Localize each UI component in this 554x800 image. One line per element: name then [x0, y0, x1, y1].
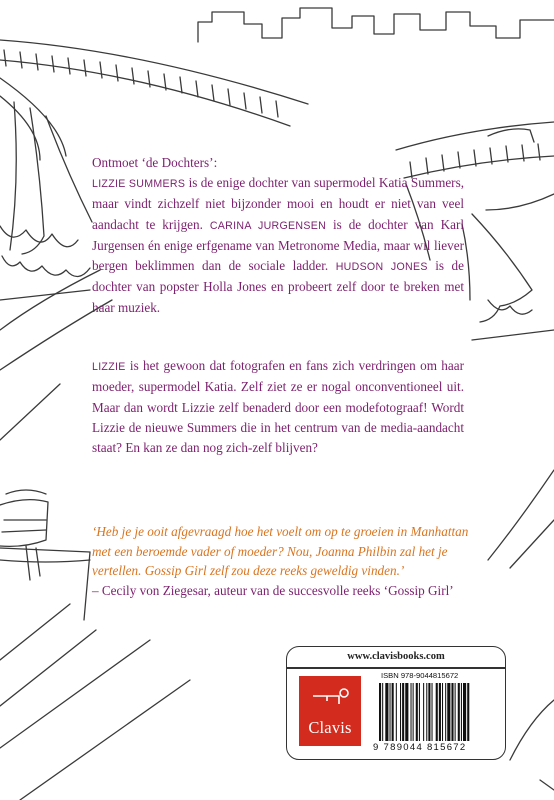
key-icon: [299, 676, 361, 716]
review-attribution: – Cecily von Ziegesar, auteur van de succesvolle reeks ‘Gossip Girl’: [92, 583, 454, 598]
publisher-box: [286, 646, 506, 760]
divider: [287, 667, 505, 669]
barcode: [377, 683, 497, 741]
daughter-text: is de dochter van Karl Jurgensen én enige erfgename van Metronome Media, maar wil liever bergen beklimmen dan de sociale ladder.: [92, 216, 464, 274]
intro-heading: Ontmoet ‘de Dochters’:: [92, 155, 218, 170]
daughters-paragraph: [92, 173, 464, 318]
daughter-name: CARINA JURGENSEN: [209, 219, 327, 232]
daughter-text: is de dochter van popster Holla Jones en probeert zelf door te breken met haar muziek.: [92, 258, 464, 315]
publisher-url: www.clavisbooks.com: [347, 651, 445, 662]
logo-text: Clavis: [308, 718, 352, 737]
isbn-text: ISBN 978-9044815672: [381, 671, 459, 680]
story-text: is het gewoon dat fotografen en fans zich verdringen om haar moeder, supermodel Katia. Zelf ziet ze er nogal onconventioneel uit. Maar dan wordt Lizzie zelf benaderd door een modefotograaf! Wordt Lizzie de nieuwe Summers die in het centrum van de media-aandacht staat? En kan ze dan nog zich-zelf blijven?: [92, 358, 464, 456]
story-paragraph: [92, 356, 464, 458]
clavis-logo: [299, 676, 361, 746]
review-quote: ‘Heb je je ooit afgevraagd hoe het voelt om op te groeien in Manhattan met een beroemde vader of moeder? Nou, Joanna Philbin zal het je vertellen. Gossip Girl zelf zou deze reeks geweldig vinden.’: [92, 524, 469, 579]
daughter-name: HUDSON JONES: [335, 261, 428, 274]
daughter-name: LIZZIE SUMMERS: [92, 178, 186, 190]
story-name: LIZZIE: [92, 361, 126, 373]
barcode-digits: 9 789044 815672: [373, 742, 467, 753]
daughter-text: is de enige dochter van supermodel Katia Summers, maar vindt zichzelf niet bijzonder mooi en houdt er niet van veel aandacht te krijgen.: [92, 175, 464, 232]
